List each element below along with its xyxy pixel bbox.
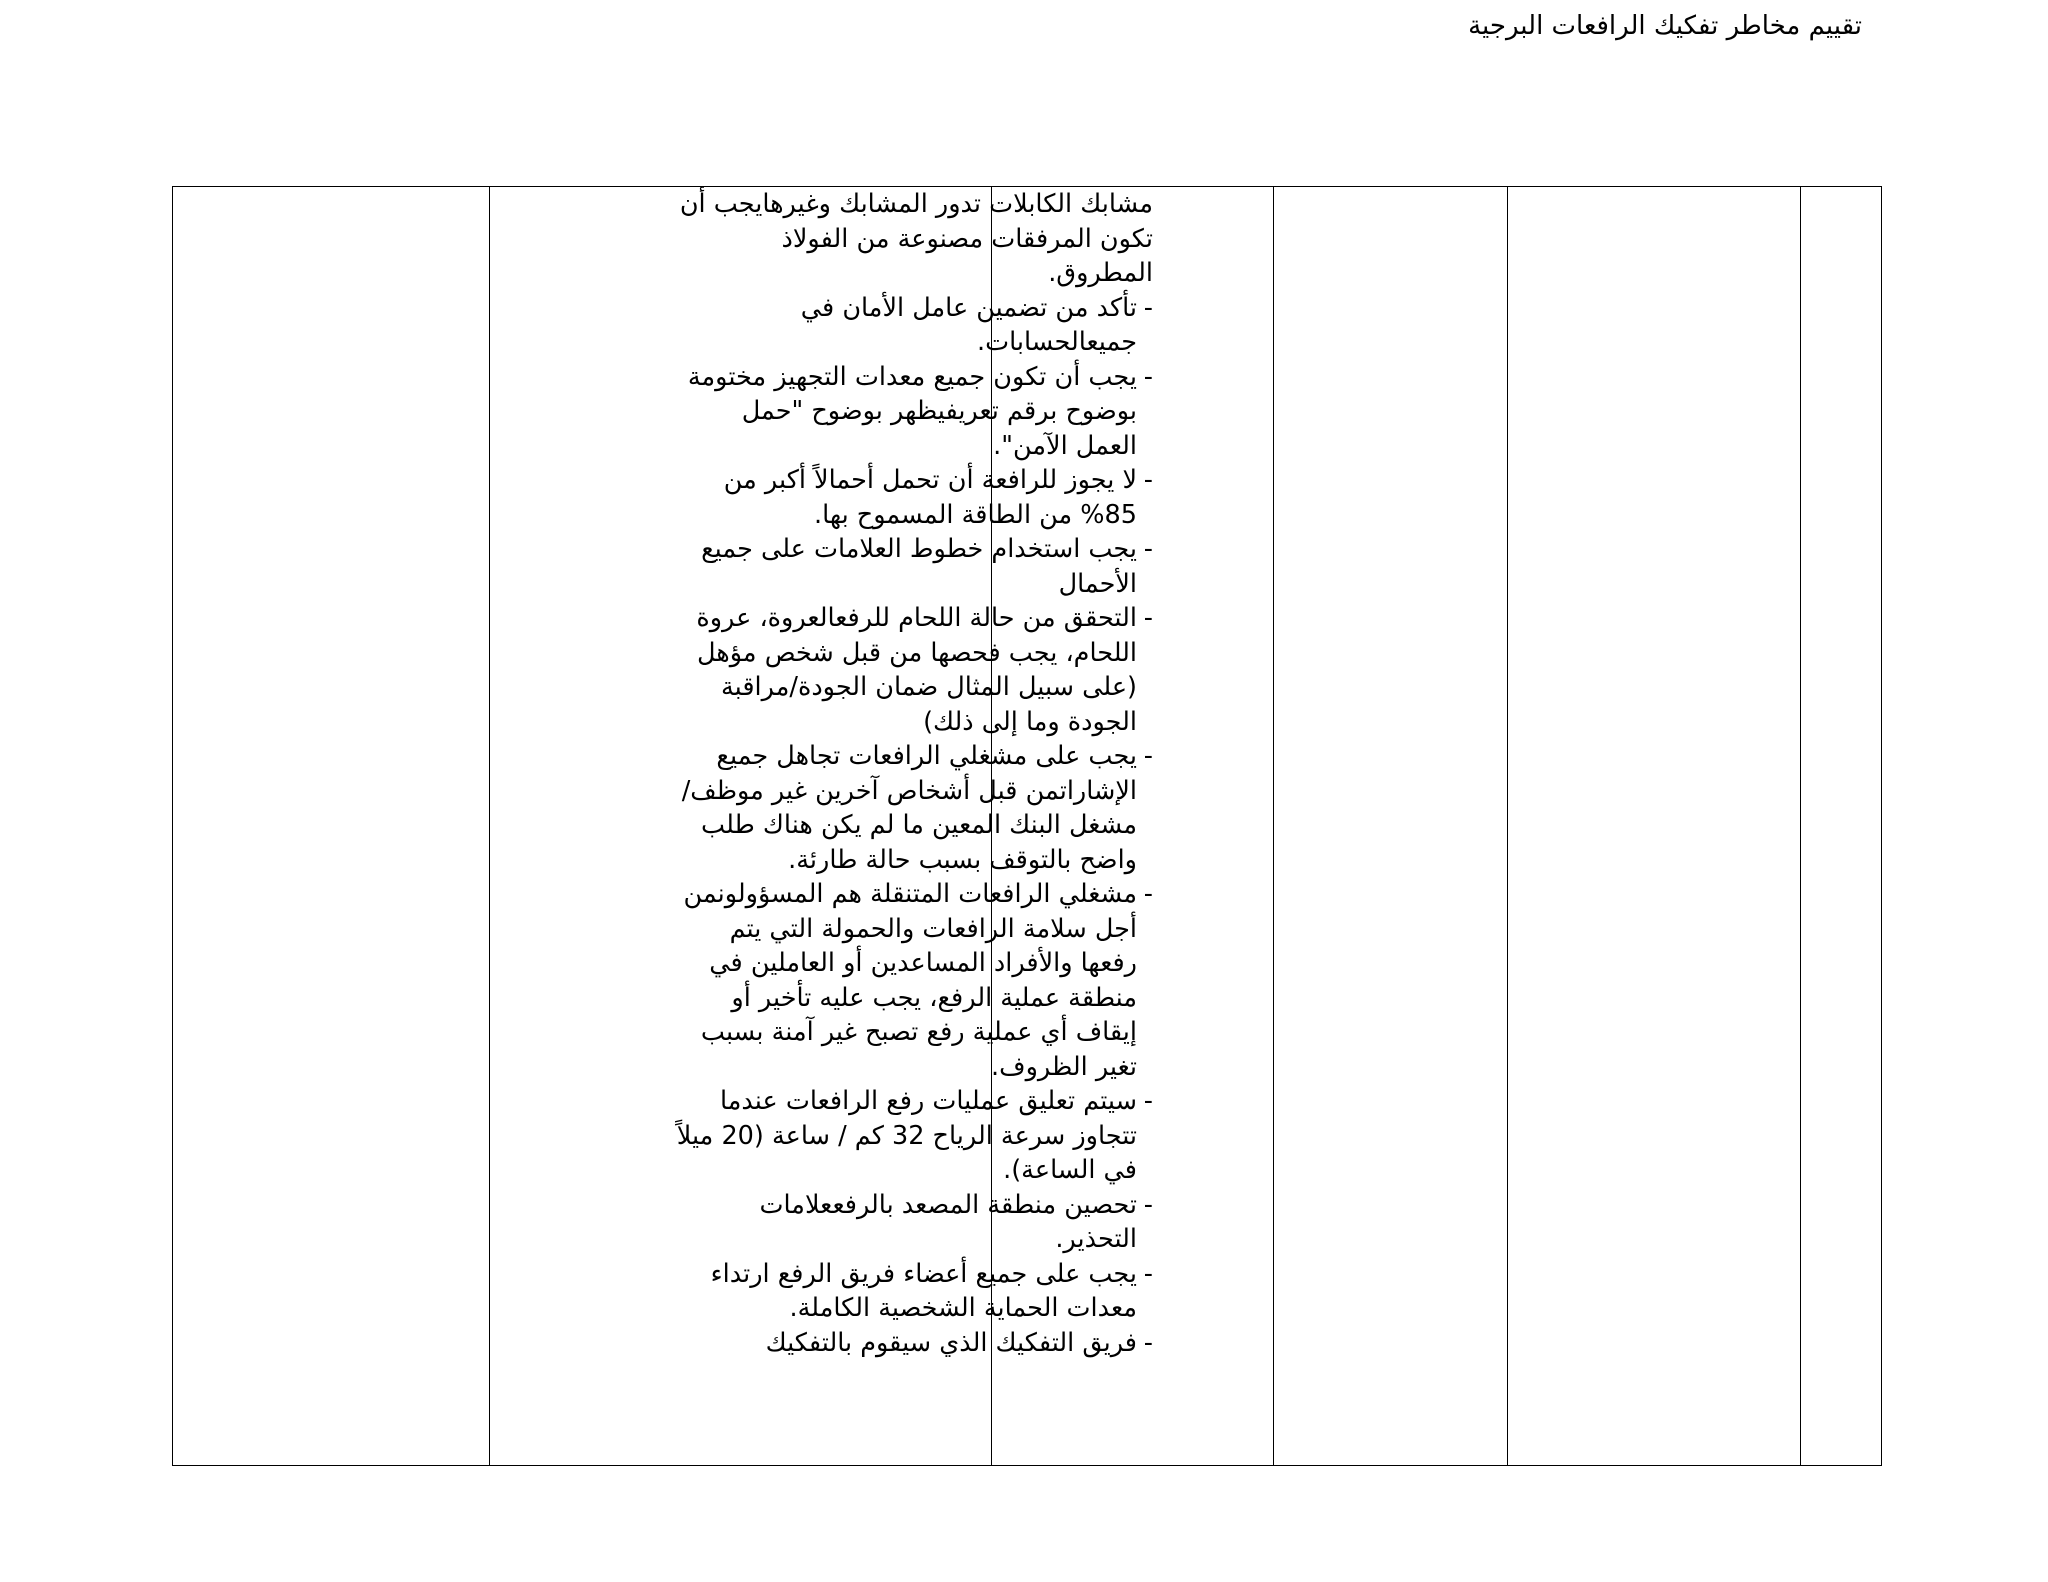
- control-measures-intro: مشابك الكابلات تدور المشابك وغيرهايجب أن تكون المرفقات مصنوعة من الفولاذ المطروق.: [679, 189, 1153, 288]
- table-column-divider: [1273, 187, 1274, 1465]
- control-measure-item: - التحقق من حالة اللحام للرفعالعروة، عروة اللحام، يجب فحصها من قبل شخص مؤهل (على سبيل المثال ضمان الجودة/مراقبة الجودة وما إلى ذلك): [696, 603, 1153, 737]
- control-measure-item: - فريق التفكيك الذي سيقوم بالتفكيك: [765, 1327, 1153, 1358]
- control-measures-cell: [673, 187, 1153, 1360]
- table-column-divider: [489, 187, 490, 1465]
- control-measure-item: - يجب استخدام خطوط العلامات على جميع الأحمال: [701, 534, 1153, 599]
- control-measure-item: - يجب أن تكون جميع معدات التجهيز مختومة بوضوح برقم تعريفيظهر بوضوح "حمل العمل الآمن".: [687, 361, 1153, 461]
- control-measure-item: - يجب على مشغلي الرافعات تجاهل جميع الإشاراتمن قبل أشخاص آخرين غير موظف/مشغل البنك المعين ما لم يكن هناك طلب واضح بالتوقف بسبب حالة طارئة.: [681, 741, 1153, 875]
- table-column-divider: [1800, 187, 1801, 1465]
- document-header-title: تقييم مخاطر تفكيك الرافعات البرجية: [1468, 11, 1862, 41]
- control-measure-item: - سيتم تعليق عمليات رفع الرافعات عندما تتجاوز سرعة الرياح 32 كم / ساعة (20 ميلاً في الساعة).: [676, 1086, 1153, 1185]
- control-measure-item: - يجب على جميع أعضاء فريق الرفع ارتداء معدات الحماية الشخصية الكاملة.: [710, 1258, 1153, 1323]
- table-column-divider: [1507, 187, 1508, 1465]
- control-measure-item: - تأكد من تضمين عامل الأمان في جميعالحسابات.: [800, 292, 1153, 357]
- risk-assessment-table: [172, 186, 1882, 1466]
- control-measure-item: - مشغلي الرافعات المتنقلة هم المسؤولونمن أجل سلامة الرافعات والحمولة التي يتم رفعها والأفراد المساعدين أو العاملين في منطقة عملية الرفع، يجب عليه تأخير أو إيقاف أي عملية رفع تصبح غير آمنة بسبب تغير الظروف.: [683, 879, 1153, 1082]
- control-measure-item: - لا يجوز للرافعة أن تحمل أحمالاً أكبر من 85% من الطاقة المسموح بها.: [723, 465, 1153, 530]
- control-measure-item: - تحصين منطقة المصعد بالرفععلامات التحذير.: [759, 1189, 1153, 1254]
